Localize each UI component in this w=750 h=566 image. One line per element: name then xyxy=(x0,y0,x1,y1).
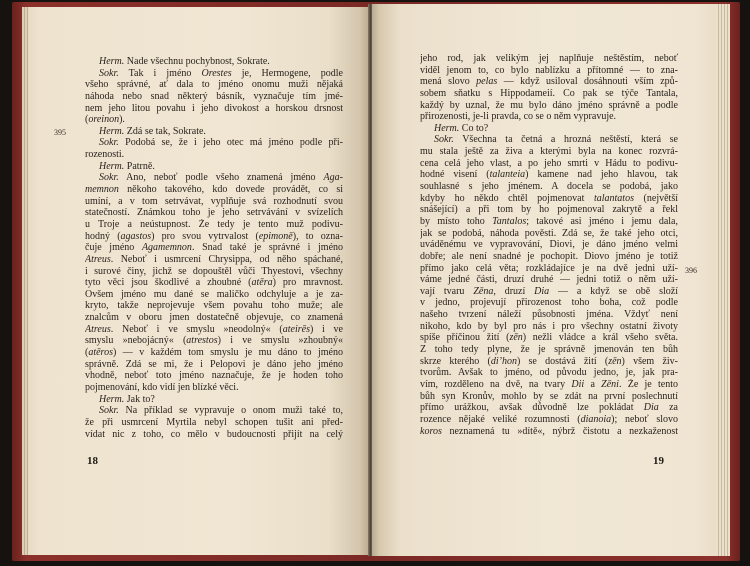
italic-text: oreinon xyxy=(88,114,120,126)
text-run: sobem sňatku s Hippodameií. Co pak se týče Tantala, xyxy=(420,87,678,99)
text-run: znalcům v oboru jmen dostatečně objevuje, co znamená xyxy=(85,312,343,324)
text-run: ) — v každém tom smyslu je mu dáno to jméno xyxy=(112,347,343,359)
text-column xyxy=(420,53,678,437)
text-line xyxy=(85,56,343,68)
speaker-label: Sokr. xyxy=(99,405,119,417)
italic-text: Aga- xyxy=(323,172,343,184)
text-run: jeho rod, jak velikým jej naplňuje neštěstím, neboť xyxy=(420,53,678,64)
text-run: ) se dostává žití ( xyxy=(516,355,609,367)
text-line xyxy=(85,312,343,324)
text-line xyxy=(420,123,678,135)
text-run: kdyby ho někdo chtěl pojmenovat xyxy=(420,192,594,204)
text-line xyxy=(420,111,678,123)
text-run: Zdá se tak, Sokrate. xyxy=(124,125,206,137)
text-run: Tak i jméno xyxy=(118,67,202,79)
text-line xyxy=(85,335,343,347)
text-line xyxy=(85,417,343,429)
text-line xyxy=(85,382,343,394)
text-line xyxy=(420,100,678,112)
text-line xyxy=(420,146,678,158)
text-line xyxy=(420,251,678,263)
text-run: ) kamene nad jeho hlavou, tak xyxy=(525,169,678,181)
text-line xyxy=(85,347,343,359)
text-line xyxy=(420,169,678,181)
text-run: našeho tvrzení náleží působnosti jména. Vždyť není xyxy=(420,309,678,321)
text-run: neznamená tu »dítě«, nýbrž čistotu a nezkaženost xyxy=(441,425,678,437)
text-run: i surové činy, jichž se dopouštěl vůči Thyestovi, všechny xyxy=(85,265,343,277)
text-line xyxy=(420,344,678,356)
italic-text: talanteia xyxy=(489,169,526,181)
text-line xyxy=(420,228,678,240)
text-line xyxy=(85,289,343,301)
text-line xyxy=(420,239,678,251)
page-number: 18 xyxy=(87,455,98,467)
italic-text: talantatos xyxy=(593,192,634,204)
text-line xyxy=(420,53,678,65)
text-run: viděl jenom to, co bylo nablízku a přítomné — to zna- xyxy=(420,64,678,76)
speaker-label: Sokr. xyxy=(434,134,454,146)
text-run: dobře; ale není snadné je pochopit. Diovo jméno je totiž xyxy=(420,250,678,262)
speaker-label: Herm. xyxy=(99,125,125,137)
text-run: náhoda nebo snad některý básník, vyznačuje tím jmé- xyxy=(85,90,343,102)
text-run: . Neboť i usmrcení Chrysippa, od něho spáchané, xyxy=(110,253,343,265)
text-line xyxy=(420,181,678,193)
text-run: Z toho tedy plyne, že je správně jmenován ten bůh xyxy=(420,344,678,356)
text-run: Ano, neboť podle všeho znamená jméno xyxy=(118,172,324,184)
text-line xyxy=(420,76,678,88)
text-run: ) pro svou vytrvalost ( xyxy=(151,230,259,242)
text-line xyxy=(420,379,678,391)
text-line xyxy=(420,332,678,344)
text-run: ( xyxy=(85,347,89,359)
text-line xyxy=(420,309,678,321)
text-run: bůh syn Kronův, mohlo by se zdát na první poslechnutí xyxy=(420,390,678,402)
text-line xyxy=(85,207,343,219)
text-line xyxy=(85,370,343,382)
text-run: za xyxy=(658,402,678,414)
italic-text: Zēna xyxy=(473,285,494,297)
text-run: správně. Zdá se mi, že i Pelopovi je dáno jeho jméno xyxy=(85,358,343,370)
text-run: umíní, a v tom setrvávat, vyplňuje svá rozhodnutí svou xyxy=(85,195,343,207)
italic-text: atēros xyxy=(88,347,113,359)
text-line xyxy=(85,324,343,336)
text-line xyxy=(85,277,343,289)
text-run: uváděnému ve vypravování, Diovi, je dáno jméno velmi xyxy=(420,239,678,251)
italic-text: zēn xyxy=(509,332,523,344)
italic-text: ateirēs xyxy=(282,323,310,335)
text-line xyxy=(420,158,678,170)
text-run: hodný ( xyxy=(85,230,121,242)
text-run: je, Hermogene, podle xyxy=(231,67,343,79)
text-run: vhodně, neboť toto jméno naznačuje, že je hoden toho xyxy=(85,370,343,382)
text-line xyxy=(85,137,343,149)
text-run: ); neboť slovo xyxy=(611,413,678,425)
text-run: vají tvaru xyxy=(420,285,474,297)
text-run: kryto, takže neprojevuje všem povahu toho muže; ale xyxy=(85,300,343,312)
italic-text: dianoia xyxy=(580,413,612,425)
text-line xyxy=(85,68,343,80)
text-line xyxy=(420,204,678,216)
speaker-label: Herm. xyxy=(99,56,125,67)
text-run: pojmenování, kdo vidí jen blízké věci. xyxy=(85,381,239,393)
text-run: ) i ve xyxy=(309,323,343,335)
italic-text: atēra xyxy=(251,277,273,289)
text-line xyxy=(85,219,343,231)
text-run: Ovšem jméno mu dané se maličko odchyluje a je za- xyxy=(85,288,343,300)
text-line xyxy=(85,359,343,371)
text-line xyxy=(85,266,343,278)
text-run: každý by uznal, že mu bylo dáno jméno správně a podle xyxy=(420,99,678,111)
italic-text: Tantalos xyxy=(492,215,527,227)
text-run: — a když se obě složí xyxy=(549,285,678,297)
right-page xyxy=(372,4,730,556)
text-run: tvorům. Avšak to jméno, od původu jedno, je, jak pra- xyxy=(420,367,678,379)
text-run: hodné visení ( xyxy=(420,169,490,181)
text-line xyxy=(420,134,678,146)
text-run: vím, rozděleno na dvě, na tvary xyxy=(420,378,572,390)
text-run: mu stala ještě za živa a kterými byla na konec rozvrá- xyxy=(420,146,678,158)
stephanus-margin-number: 395 xyxy=(54,128,66,137)
text-run: ). xyxy=(119,114,125,126)
text-run: statečností. Známkou toho je jeho setrvávání v svízelích xyxy=(85,207,343,219)
text-line xyxy=(85,429,343,441)
text-line xyxy=(85,161,343,173)
text-run: u Troje a neústupnost. Že tedy je tento muž podivu- xyxy=(85,218,343,230)
speaker-label: Sokr. xyxy=(99,172,119,184)
text-line xyxy=(85,91,343,103)
italic-text: agastos xyxy=(120,230,152,242)
text-line xyxy=(85,103,343,115)
text-run: jak se podobá, náhoda pověsti. Zdá se, že také jeho otci, xyxy=(420,227,678,239)
text-run: skrze kterého ( xyxy=(420,355,491,367)
speaker-label: Herm. xyxy=(434,122,460,134)
italic-text: Agamemnon xyxy=(141,242,192,254)
text-run: ) pro mravnost. xyxy=(272,277,343,289)
italic-text: Zēni xyxy=(601,378,619,390)
text-line xyxy=(420,391,678,403)
text-line xyxy=(85,79,343,91)
stephanus-margin-number: 396 xyxy=(685,266,697,275)
text-run: tyto věci jsou škodlivé a zhoubné ( xyxy=(85,277,252,289)
text-line xyxy=(85,405,343,417)
text-run: . Neboť i ve smyslu »neodolný« ( xyxy=(110,323,283,335)
text-run: ) i ve smyslu »zhoubný« xyxy=(217,335,343,347)
text-run: čuje jméno xyxy=(85,242,142,254)
page-stack-edge xyxy=(22,7,28,555)
text-run: nem jeho litou povahu i jeho divokost a horskou drsnost xyxy=(85,102,343,114)
text-line xyxy=(420,402,678,414)
text-line xyxy=(420,367,678,379)
page-number: 19 xyxy=(653,455,664,467)
text-line xyxy=(420,297,678,309)
text-line xyxy=(85,394,343,406)
text-run: souhlasné s jeho jménem. A docela se podobá, jako xyxy=(420,181,678,193)
text-line xyxy=(420,88,678,100)
italic-text: epimonē xyxy=(258,230,293,242)
text-run: . Snad také je správné i jméno xyxy=(191,242,343,254)
italic-text: Orestes xyxy=(201,67,232,79)
italic-text: pelas xyxy=(476,76,498,88)
text-run: Nade všechnu pochybnost, Sokrate. xyxy=(124,56,270,67)
italic-text: Atreus xyxy=(85,253,111,265)
text-line xyxy=(85,126,343,138)
text-run: že při usmrcení Myrtila nebyl schopen tušit ani před- xyxy=(85,416,343,428)
text-line xyxy=(85,242,343,254)
text-line xyxy=(85,254,343,266)
italic-text: di’hon xyxy=(490,355,517,367)
text-line xyxy=(85,196,343,208)
text-run: Všechna ta četná a hrozná neštěstí, která se xyxy=(453,134,678,146)
text-run: ), to ozna- xyxy=(292,230,343,242)
left-page xyxy=(22,7,370,555)
text-run: a xyxy=(584,378,602,390)
text-line xyxy=(85,300,343,312)
text-line xyxy=(420,426,678,438)
text-line xyxy=(420,321,678,333)
italic-text: koros xyxy=(420,425,442,437)
text-run: vídat nic z toho, co mělo v budoucnosti přijít na celý xyxy=(85,428,343,440)
text-run: ( xyxy=(85,114,89,126)
text-run: ; takové asi jméno i jemu dala, xyxy=(526,215,678,227)
text-run: někoho takového, kdo dovede provádět, co si xyxy=(118,184,343,196)
speaker-label: Sokr. xyxy=(99,67,119,79)
text-run: , druzí xyxy=(493,285,535,297)
speaker-label: Sokr. xyxy=(99,137,119,149)
text-run: — když usiloval dosáhnouti vším způ- xyxy=(497,76,678,88)
text-run: přímo urážkou, avšak důvodně lze pokládat xyxy=(420,402,644,414)
text-run: mená slovo xyxy=(420,76,477,88)
text-line xyxy=(420,286,678,298)
text-run: (největší xyxy=(633,192,678,204)
text-run: všeho správné, ať dala to jméno onomu muži nějaká xyxy=(85,79,343,91)
speaker-label: Herm. xyxy=(99,160,125,172)
text-line xyxy=(85,231,343,243)
text-line xyxy=(85,149,343,161)
italic-text: memnon xyxy=(85,184,119,196)
text-run: by místo toho xyxy=(420,215,493,227)
text-column xyxy=(85,56,343,440)
italic-text: zēn xyxy=(608,355,622,367)
text-run: ) nežli vládce a král všeho světa. xyxy=(522,332,678,344)
text-run: cena celá jeho vlast, a po jeho smrti v Hádu to podivu- xyxy=(420,157,678,169)
text-line xyxy=(85,114,343,126)
text-line xyxy=(420,65,678,77)
text-run: Co to? xyxy=(459,122,489,134)
text-run: Na příklad se vypravuje o onom muži také to, xyxy=(118,405,343,417)
text-line xyxy=(420,216,678,228)
text-line xyxy=(420,263,678,275)
text-run: přirozenosti, je-li pravda, co se o něm vypravuje. xyxy=(420,111,617,123)
text-run: ) všem živ- xyxy=(621,355,678,367)
speaker-label: Herm. xyxy=(99,393,125,405)
text-run: Patrně. xyxy=(124,160,155,172)
text-run: Podobá se, že i jeho otec má jméno podle při- xyxy=(118,137,343,149)
text-line xyxy=(420,414,678,426)
italic-text: Dia xyxy=(534,285,550,297)
page-stack-edge xyxy=(716,4,730,556)
text-run: . Že je tento xyxy=(618,378,678,390)
text-line xyxy=(420,274,678,286)
text-run: smyslu »nebojácný« ( xyxy=(85,335,187,347)
text-run: v jedno, projevují přirozenost toho boha, což podle xyxy=(420,297,678,309)
italic-text: Dii xyxy=(571,378,585,390)
text-run: snášející) a při tom by ho pojmenoval zakrytě a řekl xyxy=(420,204,678,216)
text-line xyxy=(85,184,343,196)
italic-text: Atreus xyxy=(85,323,111,335)
text-line xyxy=(420,356,678,368)
text-run: nikoho, kdo by byl pro nás i pro všechny ostatní životy xyxy=(420,320,678,332)
text-run: rozence nějaké veliké rozumnosti ( xyxy=(420,413,581,425)
text-run: Jak to? xyxy=(124,393,155,405)
italic-text: atrestos xyxy=(186,335,218,347)
text-line xyxy=(85,172,343,184)
text-line xyxy=(420,193,678,205)
text-run: rozenosti. xyxy=(85,149,125,161)
text-run: váme jedné části, druzí druhé — jedni totiž o něm uží- xyxy=(420,274,678,286)
text-run: spíše příčinou žití ( xyxy=(420,332,510,344)
italic-text: Dia xyxy=(643,402,659,414)
text-run: přímo jako celá věta; rozkládajíce je na dvě jedni uží- xyxy=(420,262,678,274)
